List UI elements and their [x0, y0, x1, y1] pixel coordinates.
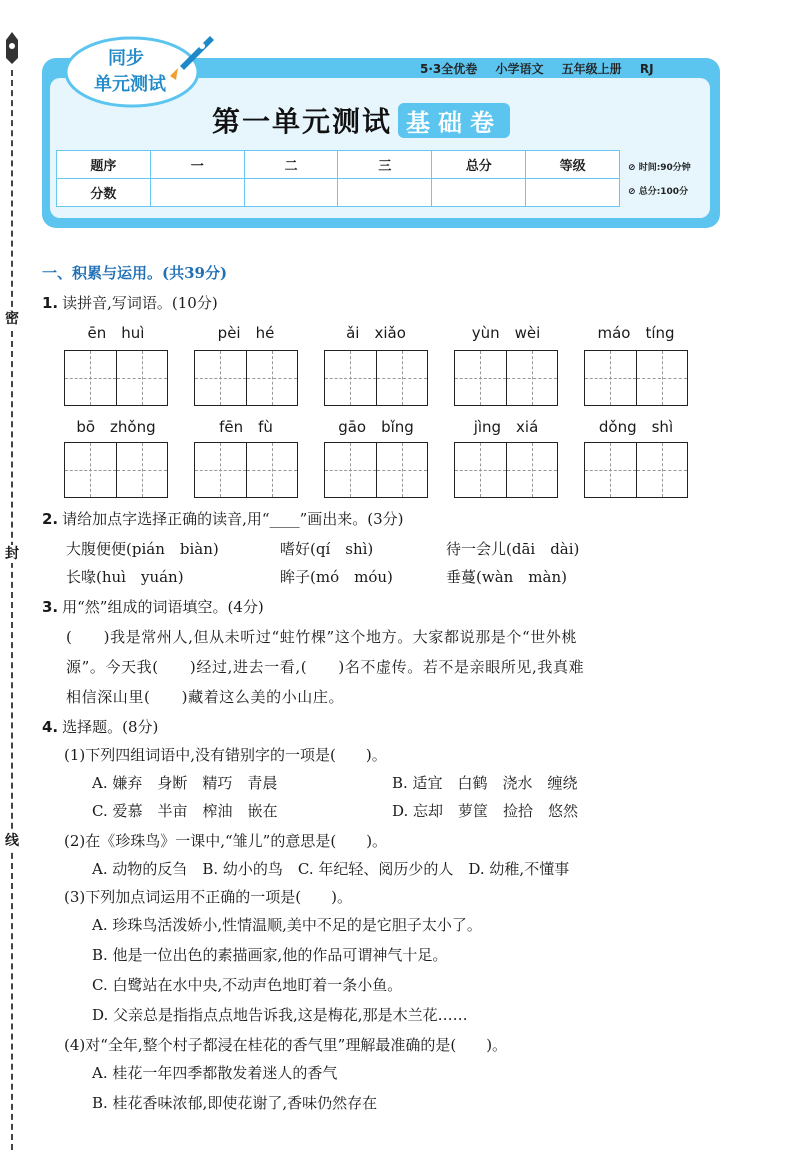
question-4-num: 4.: [42, 718, 59, 736]
writing-grid[interactable]: [584, 442, 688, 498]
reading-item: 长喙(huì yuán): [66, 568, 184, 586]
score-col-1: 一: [150, 151, 244, 179]
option-b[interactable]: B. 适宜 白鹤 浇水 缠绕: [392, 774, 578, 792]
time-limit: [628, 160, 691, 173]
badge-line1: 同步: [108, 48, 144, 69]
series-subject: 小学语文: [495, 62, 544, 76]
writing-grid[interactable]: [324, 350, 428, 406]
sub-question-2-options[interactable]: A. 动物的反刍 B. 幼小的鸟 C. 年纪轻、阅历少的人 D. 幼稚,不懂事: [92, 860, 570, 878]
question-4: [42, 716, 158, 738]
question-1-text: 读拼音,写词语。(10分): [62, 294, 218, 312]
total-score-text: 总分:100分: [638, 187, 689, 197]
binding-mark-line: 线: [5, 833, 19, 849]
writing-grid[interactable]: [584, 350, 688, 406]
writing-grid[interactable]: [64, 350, 168, 406]
score-cell[interactable]: [150, 179, 244, 207]
exam-title-text: 第一单元测试: [212, 105, 393, 138]
question-3-num: 3.: [42, 598, 59, 616]
reading-item: 嗜好(qí shì): [280, 540, 374, 558]
binding-mark-seal: 密: [5, 311, 19, 327]
pinyin-label: yùn wèi: [471, 324, 541, 342]
badge-line2: 单元测试: [94, 74, 166, 95]
sub-question-4: (4)对“全年,整个村子都浸在桂花的香气里”理解最准确的是( )。: [64, 1036, 508, 1054]
score-table-header-row: [57, 151, 620, 179]
option-c[interactable]: C. 爱慕 半亩 榨油 嵌在: [92, 802, 278, 820]
pinyin-label: pèi hé: [217, 324, 275, 342]
writing-grid[interactable]: [454, 442, 558, 498]
question-2: [42, 508, 404, 530]
writing-grid[interactable]: [64, 442, 168, 498]
option-b[interactable]: B. 桂花香味浓郁,即使花谢了,香味仍然存在: [92, 1094, 378, 1112]
fill-paragraph-line: 源”。今天我( )经过,进去一看,( )名不虚传。若不是亲眼所见,我真难: [66, 658, 585, 676]
sub-question-1: (1)下列四组词语中,没有错别字的一项是( )。: [64, 746, 387, 764]
score-col-3: 三: [338, 151, 432, 179]
question-2-text: 请给加点字选择正确的读音,用“____”画出来。(3分): [62, 510, 404, 528]
pinyin-label: fēn fù: [219, 418, 273, 436]
question-1-num: 1.: [42, 294, 59, 312]
score-col-grade: 等级: [526, 151, 620, 179]
reading-item: 待一会儿(dāi dài): [446, 540, 580, 558]
question-2-num: 2.: [42, 510, 59, 528]
clock-icon: ⊘: [628, 163, 636, 173]
check-icon: ⊘: [628, 187, 636, 197]
score-cell[interactable]: [244, 179, 338, 207]
question-1: [42, 292, 218, 314]
score-col-label: 题序: [57, 151, 151, 179]
score-col-2: 二: [244, 151, 338, 179]
option-d[interactable]: D. 父亲总是指指点点地告诉我,这是梅花,那是木兰花……: [92, 1006, 468, 1024]
fill-paragraph-line: ( )我是常州人,但从未听过“蛀竹棵”这个地方。大家都说那是个“世外桃: [66, 628, 578, 646]
sub-question-2: (2)在《珍珠鸟》一课中,“雏儿”的意思是( )。: [64, 832, 388, 850]
pinyin-label: gāo bǐng: [338, 418, 414, 436]
option-a[interactable]: A. 桂花一年四季都散发着迷人的香气: [92, 1064, 338, 1082]
option-a[interactable]: A. 嫌弃 身断 精巧 青晨: [92, 774, 278, 792]
binding-dashed-line: [11, 70, 13, 1150]
binding-mark-seal-2: 封: [5, 546, 19, 562]
sync-test-badge: [62, 30, 222, 110]
series-grade: 五年级上册: [561, 62, 622, 76]
exam-level-badge: 基础卷: [398, 103, 510, 138]
fill-paragraph-line: 相信深山里( )藏着这么美的小山庄。: [66, 688, 345, 706]
option-d[interactable]: D. 忘却 萝筐 捡拾 悠然: [392, 802, 579, 820]
sub-question-3: (3)下列加点词运用不正确的一项是( )。: [64, 888, 352, 906]
score-col-total: 总分: [432, 151, 526, 179]
pinyin-label: jìng xiá: [473, 418, 539, 436]
option-a[interactable]: A. 珍珠鸟活泼娇小,性情温顺,美中不足的是它胆子太小了。: [92, 916, 482, 934]
question-3-text: 用“然”组成的词语填空。(4分): [62, 598, 264, 616]
reading-item: 大腹便便(pián biàn): [66, 540, 219, 558]
reading-item: 垂蔓(wàn màn): [446, 568, 567, 586]
total-score: [628, 184, 688, 197]
pinyin-label: dǒng shì: [598, 418, 674, 436]
pinyin-label: bō zhǒng: [76, 418, 156, 436]
section-title: 一、积累与运用。(共39分): [42, 264, 228, 282]
writing-grid[interactable]: [324, 442, 428, 498]
time-limit-text: 时间:90分钟: [638, 163, 691, 173]
score-row-label: 分数: [57, 179, 151, 207]
reading-item: 眸子(mó móu): [280, 568, 393, 586]
series-name: 5·3全优卷: [420, 62, 478, 76]
option-c[interactable]: C. 白鹭站在水中央,不动声色地盯着一条小鱼。: [92, 976, 403, 994]
pinyin-label: ǎi xiǎo: [346, 324, 406, 342]
writing-grid[interactable]: [194, 442, 298, 498]
writing-grid[interactable]: [194, 350, 298, 406]
score-cell[interactable]: [338, 179, 432, 207]
score-table-score-row: [57, 179, 620, 207]
writing-grid[interactable]: [454, 350, 558, 406]
score-cell[interactable]: [526, 179, 620, 207]
pinyin-label: máo tíng: [597, 324, 675, 342]
pen-icon: [2, 30, 22, 66]
score-cell[interactable]: [432, 179, 526, 207]
series-info: [420, 60, 668, 77]
score-table: [56, 150, 620, 207]
question-3: [42, 596, 264, 618]
exam-title: [212, 100, 510, 140]
question-4-text: 选择题。(8分): [62, 718, 159, 736]
series-edition: RJ: [639, 62, 654, 76]
option-b[interactable]: B. 他是一位出色的素描画家,他的作品可谓神气十足。: [92, 946, 448, 964]
pinyin-label: ēn huì: [87, 324, 145, 342]
